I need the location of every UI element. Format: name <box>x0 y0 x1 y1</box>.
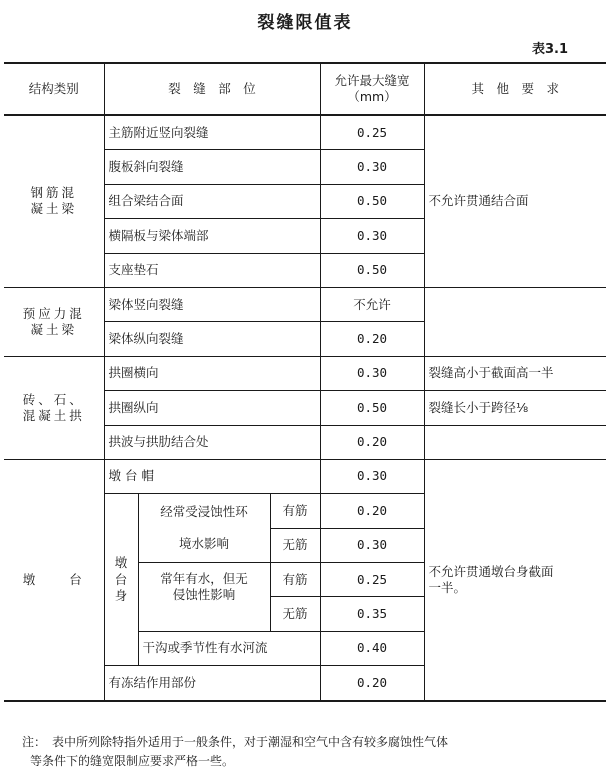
requirement-empty <box>424 425 606 459</box>
header-max-width <box>320 63 424 115</box>
max-width-value: 0.20 <box>320 322 424 356</box>
header-max-width-label: 允许最大缝宽 <box>334 72 410 88</box>
max-width-value: 0.25 <box>320 563 424 597</box>
crack-location: 主筋附近竖向裂缝 <box>104 115 320 150</box>
document-title: 裂缝限值表 <box>257 13 353 33</box>
rebar-without: 无筋 <box>270 597 320 631</box>
crack-location: 干沟或季节性有水河流 <box>138 631 320 665</box>
max-width-value: 0.30 <box>320 528 424 562</box>
table-header-row <box>4 63 606 115</box>
max-width-value: 0.20 <box>320 494 424 528</box>
max-width-value: 0.25 <box>320 115 424 150</box>
requirement-pier: 不允许贯通墩台身截面 一半。 <box>424 459 606 700</box>
max-width-value: 0.20 <box>320 425 424 459</box>
table-row <box>4 287 606 321</box>
max-width-value: 0.50 <box>320 391 424 425</box>
max-width-value: 0.30 <box>320 150 424 184</box>
crack-location: 腹板斜向裂缝 <box>104 150 320 184</box>
category-pc-beam: 预应力混 凝土梁 <box>4 287 104 356</box>
crack-location: 梁体竖向裂缝 <box>104 287 320 321</box>
note-line-2: 等条件下的缝宽限制应要求严格一些。 <box>30 754 235 768</box>
max-width-value: 0.35 <box>320 597 424 631</box>
table-note <box>22 733 602 771</box>
crack-location: 有冻结作用部份 <box>104 666 320 701</box>
max-width-value: 0.50 <box>320 184 424 218</box>
category-arch: 砖、石、 混凝土拱 <box>4 356 104 459</box>
crack-location: 横隔板与梁体端部 <box>104 219 320 253</box>
note-line-1: 表中所列除特指外适用于一般条件，对于潮湿和空气中含有较多腐蚀性气体 <box>52 735 449 749</box>
condition-corrosive-water: 经常受浸蚀性环 境水影响 <box>138 494 270 563</box>
table-row <box>4 459 606 493</box>
crack-location: 墩 台 帽 <box>104 459 320 493</box>
max-width-value: 0.30 <box>320 356 424 390</box>
table-row <box>4 356 606 390</box>
max-width-value: 0.30 <box>320 459 424 493</box>
pier-body-label: 墩 台 身 <box>104 494 138 666</box>
crack-location: 梁体纵向裂缝 <box>104 322 320 356</box>
category-rc-beam: 钢筋混 凝土梁 <box>4 115 104 287</box>
requirement-rc: 不允许贯通结合面 <box>424 115 606 287</box>
crack-location: 拱圈纵向 <box>104 391 320 425</box>
crack-limit-table <box>4 62 606 702</box>
header-crack-location: 裂 缝 部 位 <box>104 63 320 115</box>
rebar-without: 无筋 <box>270 528 320 562</box>
max-width-value: 0.20 <box>320 666 424 701</box>
requirement-arch-2: 裂缝长小于跨径⅛ <box>424 391 606 425</box>
header-other-requirements: 其 他 要 求 <box>424 63 606 115</box>
category-pier: 墩 台 <box>4 459 104 700</box>
max-width-value: 0.50 <box>320 253 424 287</box>
requirement-empty <box>424 287 606 356</box>
rebar-with: 有筋 <box>270 563 320 597</box>
max-width-value: 0.30 <box>320 219 424 253</box>
header-structure-type: 结构类别 <box>4 63 104 115</box>
crack-location: 拱圈横向 <box>104 356 320 390</box>
crack-location: 组合梁结合面 <box>104 184 320 218</box>
crack-location: 支座垫石 <box>104 253 320 287</box>
table-row <box>4 115 606 150</box>
table-number: 表3.1 <box>531 42 568 57</box>
max-width-value: 0.40 <box>320 631 424 665</box>
rebar-with: 有筋 <box>270 494 320 528</box>
max-width-value: 不允许 <box>320 287 424 321</box>
condition-perennial-water: 常年有水，但无 侵蚀性影响 <box>138 563 270 632</box>
requirement-arch-1: 裂缝高小于截面高一半 <box>424 356 606 390</box>
crack-location: 拱波与拱肋结合处 <box>104 425 320 459</box>
note-label: 注： <box>22 735 47 749</box>
header-max-width-unit: （mm） <box>347 89 397 104</box>
